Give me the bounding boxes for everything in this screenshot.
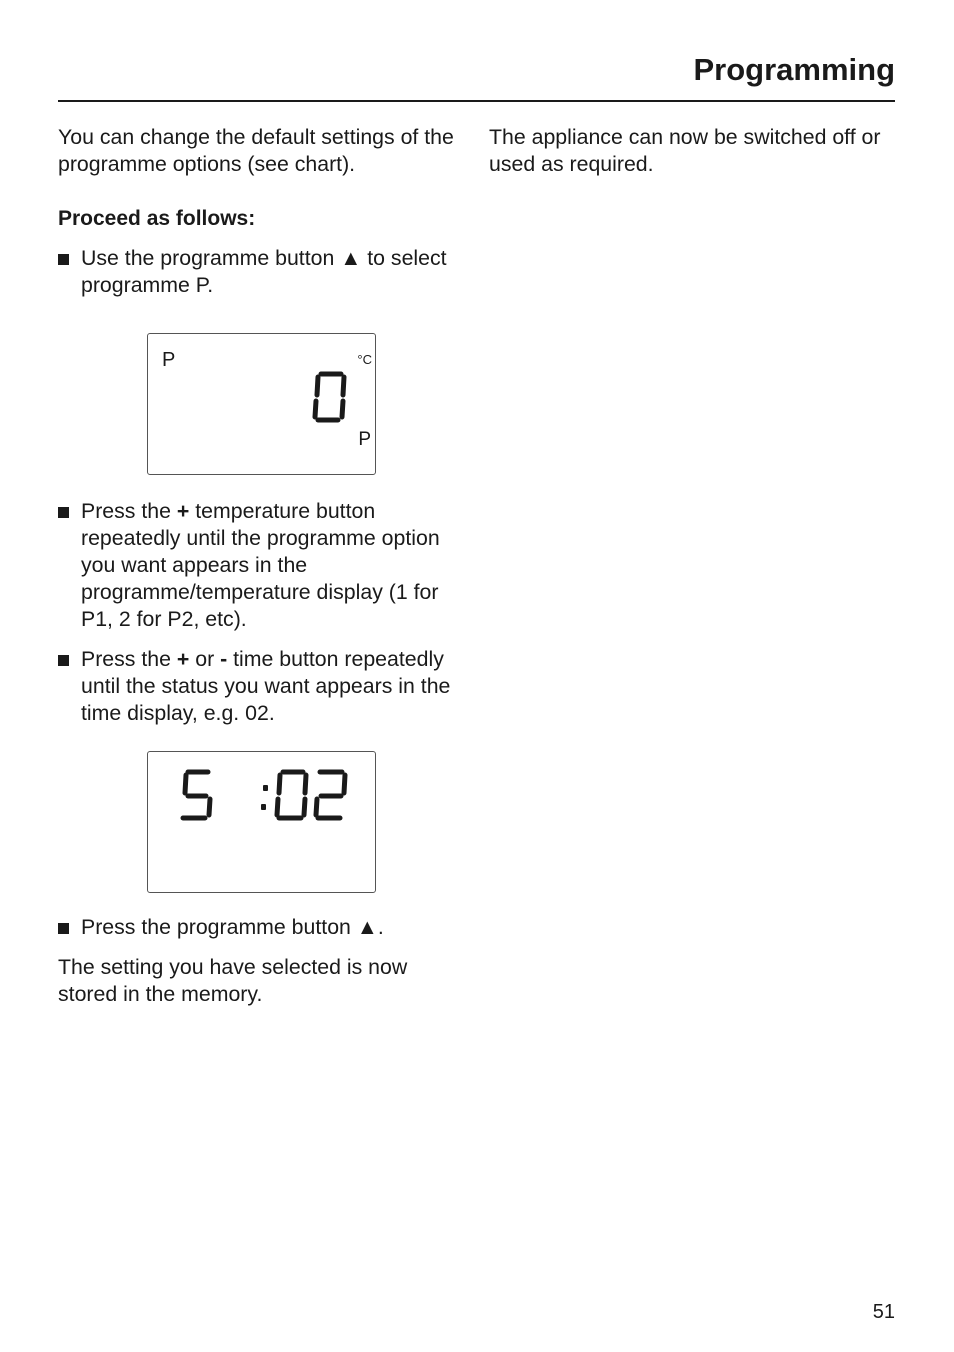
step-select-programme (58, 245, 458, 299)
lcd-seven-segment-status (148, 752, 375, 892)
lcd-programme-indicator: P (358, 429, 371, 450)
lcd-display-time (147, 751, 376, 893)
page-title: Programming (693, 52, 895, 87)
right-column (489, 124, 899, 178)
result-text: The setting you have selected is now stored in the memory. (58, 955, 408, 1006)
plus-symbol: + (176, 647, 190, 671)
lcd-programme-label: P (162, 349, 176, 371)
intro-text: You can change the default settings of the programme options (see chart). (58, 125, 454, 176)
minus-symbol: - (220, 647, 228, 671)
bullet-square-icon (58, 923, 69, 934)
step-text-part: or (189, 647, 221, 671)
plus-symbol: + (176, 499, 190, 523)
page-number: 51 (872, 1301, 895, 1323)
bullet-square-icon (58, 254, 69, 265)
step-text-part: time button repeatedly until the status you want appears in the time display, e.g. 02. (81, 647, 451, 725)
lcd-display-programme (147, 333, 376, 475)
step-confirm-programme (58, 914, 458, 941)
left-column (58, 124, 458, 1008)
section-heading: Proceed as follows: (58, 207, 256, 230)
lcd-seven-segment-zero (148, 334, 375, 474)
bullet-square-icon (58, 655, 69, 666)
step-text: Press the programme button ▲. (81, 915, 384, 939)
step-time-button (58, 646, 458, 727)
step-text-part: Press the (81, 499, 177, 523)
right-text: The appliance can now be switched off or used as required. (489, 125, 881, 176)
step-text-part: Press the (81, 647, 177, 671)
step-temperature-button (58, 498, 458, 633)
bullet-square-icon (58, 507, 69, 518)
header-rule (58, 100, 895, 102)
step-text: Use the programme button ▲ to select programme P. (81, 246, 447, 297)
step-text-part: temperature button repeatedly until the programme option you want appears in the programme/temperature display (1 for P1, 2 for P2, etc). (81, 499, 440, 631)
lcd-degree-unit: °C (357, 352, 372, 367)
